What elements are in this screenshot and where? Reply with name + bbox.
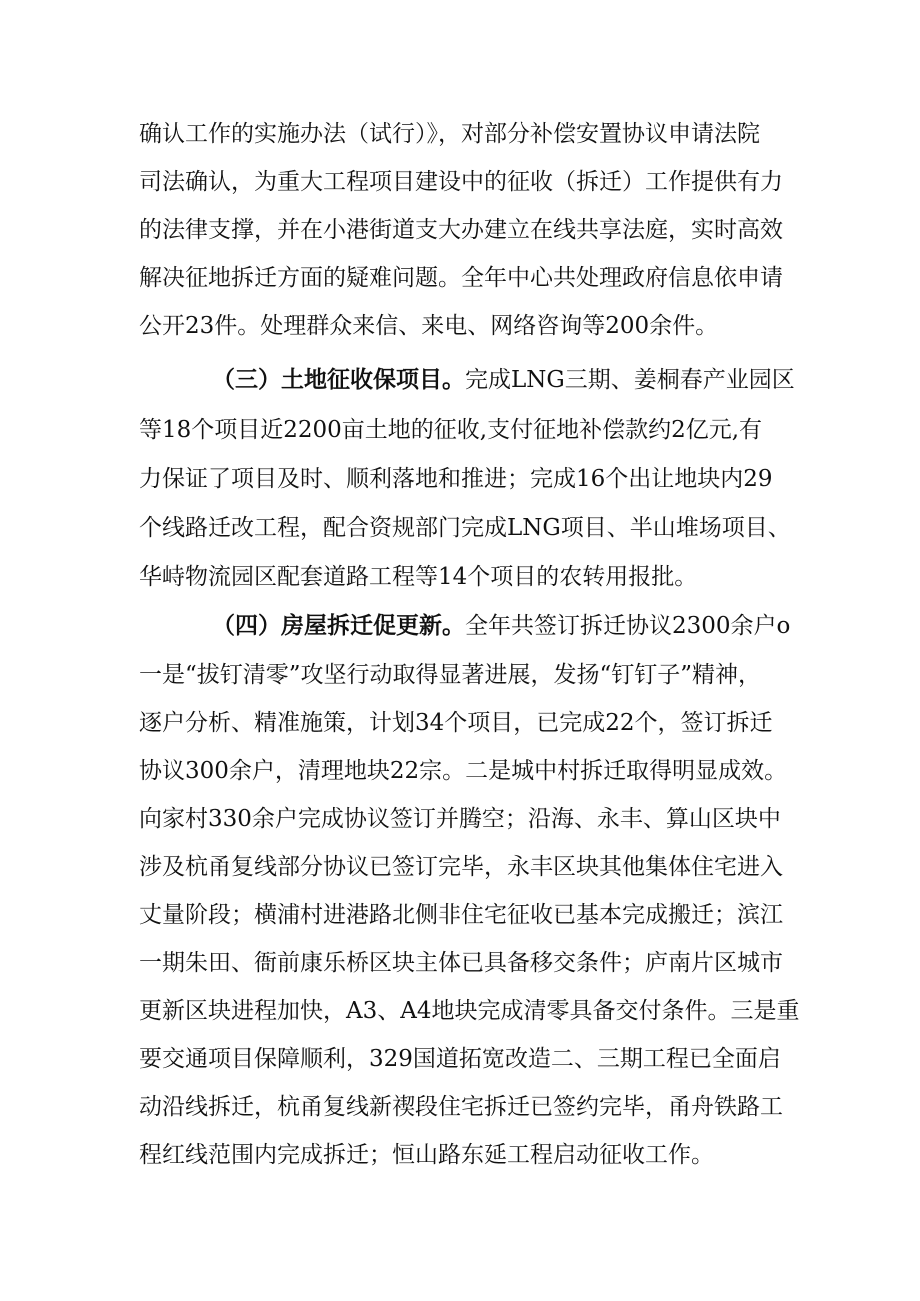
paragraph3-line-6: 涉及杭甬复线部分协议已签订完毕，永丰区块其他集体住宅进入 [139,854,783,880]
paragraph2-line-4: 个线路迁改工程，配合资规部门完成LNG项目、半山堆场项目、 [139,515,791,541]
paragraph2-line-5: 华峙物流园区配套道路工程等14个项目的农转用报批。 [139,564,698,590]
paragraph2-first-line-text: 完成LNG三期、姜桐春产业园区 [465,367,795,393]
paragraph2-first-line [212,360,822,400]
paragraph3-first-line [212,606,822,646]
paragraph3-line-9: 更新区块进程加快，A3、A4地块完成清零具备交付条件。三是重 [139,998,800,1024]
section-heading-land: （三）土地征收保项目。 [212,366,465,393]
paragraph3-line-2: 一是“拔钉清零”攻坚行动取得显著进展，发扬“钉钉子”精神， [139,662,762,688]
paragraph1-line-2: 司法确认，为重大工程项目建设中的征收（拆迁）工作提供有力 [139,169,783,195]
paragraph1-line-3: 的法律支撑，并在小港街道支大办建立在线共享法庭，实时高效 [139,217,783,243]
paragraph3-line-4: 协议300余户，清理地块22宗。二是城中村拆迁取得明显成效。 [139,758,788,784]
paragraph3-line-12: 程红线范围内完成拆迁；恒山路东延工程启动征收工作。 [139,1142,714,1168]
paragraph1-line-4: 解决征地拆迁方面的疑难问题。全年中心共处理政府信息依申请 [139,265,783,291]
section-heading-housing: （四）房屋拆迁促更新。 [212,612,465,639]
paragraph3-first-line-text: 全年共签订拆迁协议2300余户o [465,613,791,639]
paragraph3-line-3: 逐户分析、精准施策，计划34个项目，已完成22个，签订拆迁 [139,710,773,736]
paragraph3-line-7: 丈量阶段；横浦村进港路北侧非住宅征收已基本完成搬迁；滨江 [139,902,783,928]
paragraph1-line-5: 公开23件。处理群众来信、来电、网络咨询等200余件。 [139,313,719,339]
paragraph3-line-5: 向家村330余户完成协议签订并腾空；沿海、永丰、算山区块中 [139,806,781,832]
paragraph3-line-8: 一期朱田、衙前康乐桥区块主体已具备移交条件；庐南片区城市 [139,950,783,976]
paragraph3-line-11: 动沿线拆迁，杭甬复线新禊段住宅拆迁已签约完毕，甬舟铁路工 [139,1094,783,1120]
paragraph2-line-3: 力保证了项目及时、顺利落地和推进；完成16个出让地块内29 [139,466,773,492]
paragraph3-line-10: 要交通项目保障顺利，329国道拓宽改造二、三期工程已全面启 [139,1046,781,1072]
paragraph1-line-1: 确认工作的实施办法（试行）》，对部分补偿安置协议申请法院 [139,121,760,147]
paragraph2-line-2: 等18个项目近2200亩土地的征收,支付征地补偿款约2亿元,有 [139,417,763,443]
